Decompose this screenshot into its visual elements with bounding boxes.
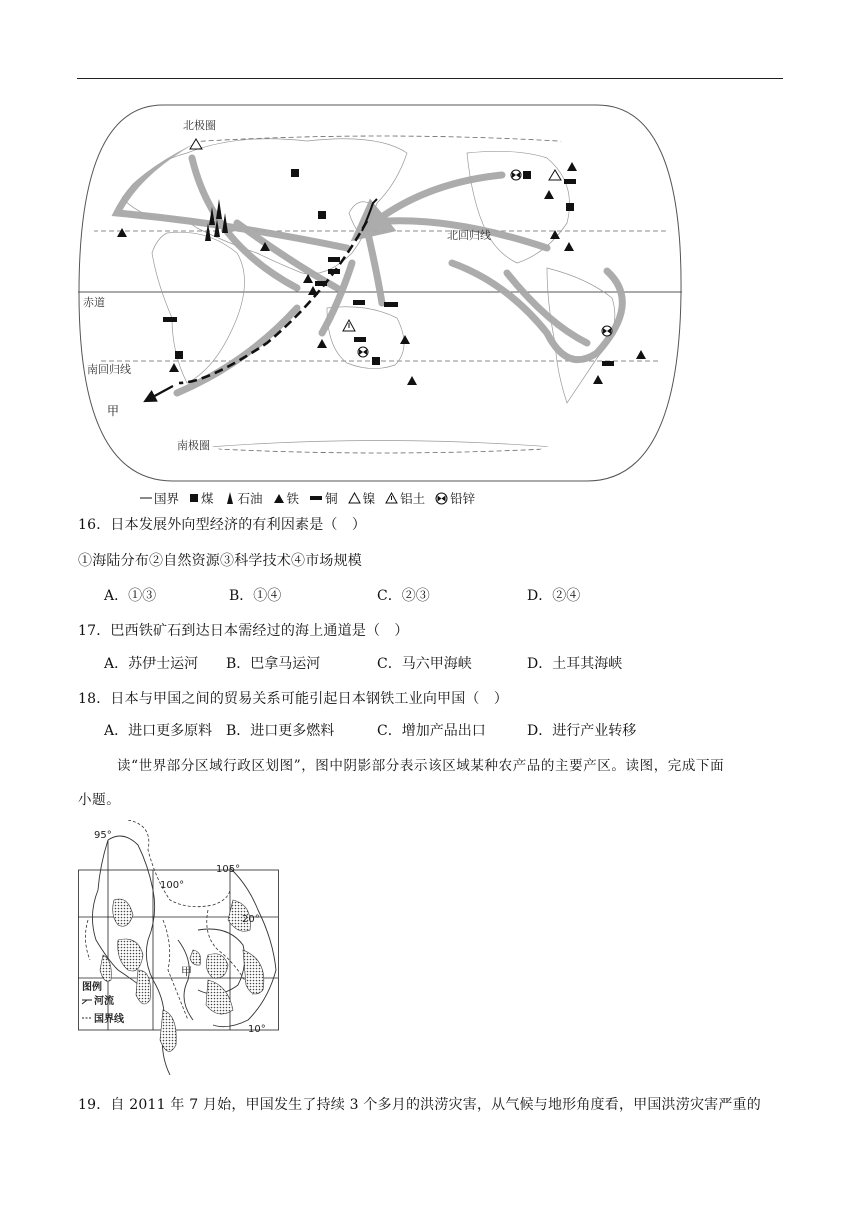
legend-title: 图例 bbox=[82, 982, 102, 993]
label-antarctic-circle: 南极圈 bbox=[177, 439, 210, 452]
q16-items: ①海陆分布②自然资源③科学技术④市场规模 bbox=[78, 553, 362, 569]
leadzinc-symbols bbox=[358, 170, 612, 357]
label-lat-20: 20° bbox=[242, 914, 260, 925]
reading-intro-line1: 读“世界部分区域行政区划图”，图中阴影部分表示该区域某种农产品的主要产区。读图，完成下面 bbox=[117, 758, 725, 774]
iron-triangle-icon bbox=[273, 492, 285, 504]
label-lon-105: 105° bbox=[216, 864, 241, 875]
border-line-icon bbox=[140, 494, 152, 502]
q17-stem: 17．巴西铁矿石到达日本需经过的海上通道是（ ） bbox=[78, 623, 409, 639]
legend-iron: 铁 bbox=[273, 489, 300, 507]
world-resource-map bbox=[77, 103, 683, 483]
copper-bar-icon bbox=[309, 493, 323, 503]
q17-option-c[interactable]: C．马六甲海峡 bbox=[377, 656, 472, 672]
legend-leadzinc: 铅锌 bbox=[435, 489, 475, 507]
q18-option-d[interactable]: D．进行产业转移 bbox=[527, 723, 637, 739]
legend-border: 国界线 bbox=[94, 1014, 124, 1025]
leadzinc-circle-icon bbox=[435, 492, 448, 505]
reading-intro-line2: 小题。 bbox=[78, 792, 121, 808]
label-arctic-circle: 北极圈 bbox=[183, 119, 216, 132]
label-lon-95: 95° bbox=[94, 830, 112, 841]
legend-bauxite: 铝土 bbox=[385, 489, 425, 507]
bauxite-symbols bbox=[343, 320, 355, 331]
q17-option-a[interactable]: A．苏伊士运河 bbox=[104, 656, 199, 672]
coal-square-icon bbox=[189, 493, 199, 503]
label-lon-100: 100° bbox=[160, 880, 185, 891]
nickel-symbols bbox=[190, 139, 561, 180]
q16-option-b[interactable]: B．①④ bbox=[229, 588, 282, 604]
q19-stem: 19．自 2011 年 7 月始，甲国发生了持续 3 个多月的洪涝灾害，从气候与地形角度看，甲国洪涝灾害严重的 bbox=[78, 1097, 761, 1113]
southeast-asia-map bbox=[78, 820, 288, 1075]
legend-nickel: 镍 bbox=[348, 489, 376, 507]
legend-river: 河流 bbox=[94, 996, 114, 1007]
q18-stem: 18．日本与甲国之间的贸易关系可能引起日本钢铁工业向甲国（ ） bbox=[78, 691, 509, 707]
oil-spike-icon bbox=[224, 492, 236, 504]
label-tropic-cancer: 北回归线 bbox=[447, 229, 491, 242]
legend-border: 国界 bbox=[140, 489, 179, 507]
q16-option-d[interactable]: D．②④ bbox=[527, 588, 581, 604]
q18-option-a[interactable]: A．进口更多原料 bbox=[104, 723, 213, 739]
q17-option-b[interactable]: B．巴拿马运河 bbox=[226, 656, 321, 672]
label-tropic-capricorn: 南回归线 bbox=[87, 363, 131, 376]
q16-stem: 16．日本发展外向型经济的有利因素是（ ） bbox=[78, 517, 367, 533]
label-equator: 赤道 bbox=[83, 296, 105, 309]
q18-option-c[interactable]: C．增加产品出口 bbox=[377, 723, 486, 739]
q16-option-c[interactable]: C．②③ bbox=[377, 588, 430, 604]
legend-coal: 煤 bbox=[189, 489, 214, 507]
header-rule bbox=[77, 78, 783, 79]
q18-option-b[interactable]: B．进口更多燃料 bbox=[226, 723, 335, 739]
q17-option-d[interactable]: D．土耳其海峡 bbox=[527, 656, 623, 672]
legend-copper: 铜 bbox=[309, 489, 338, 507]
map-legend bbox=[140, 489, 485, 507]
legend-oil: 石油 bbox=[224, 489, 263, 507]
label-jia-country: 甲 bbox=[107, 404, 120, 418]
bauxite-warning-triangle-icon bbox=[385, 492, 398, 504]
label-lat-10: 10° bbox=[248, 1024, 266, 1035]
q16-option-a[interactable]: A．①③ bbox=[104, 588, 157, 604]
label-jia-country: 甲 bbox=[181, 965, 192, 978]
sea-map-legend bbox=[82, 980, 125, 1025]
nickel-open-triangle-icon bbox=[348, 492, 361, 504]
